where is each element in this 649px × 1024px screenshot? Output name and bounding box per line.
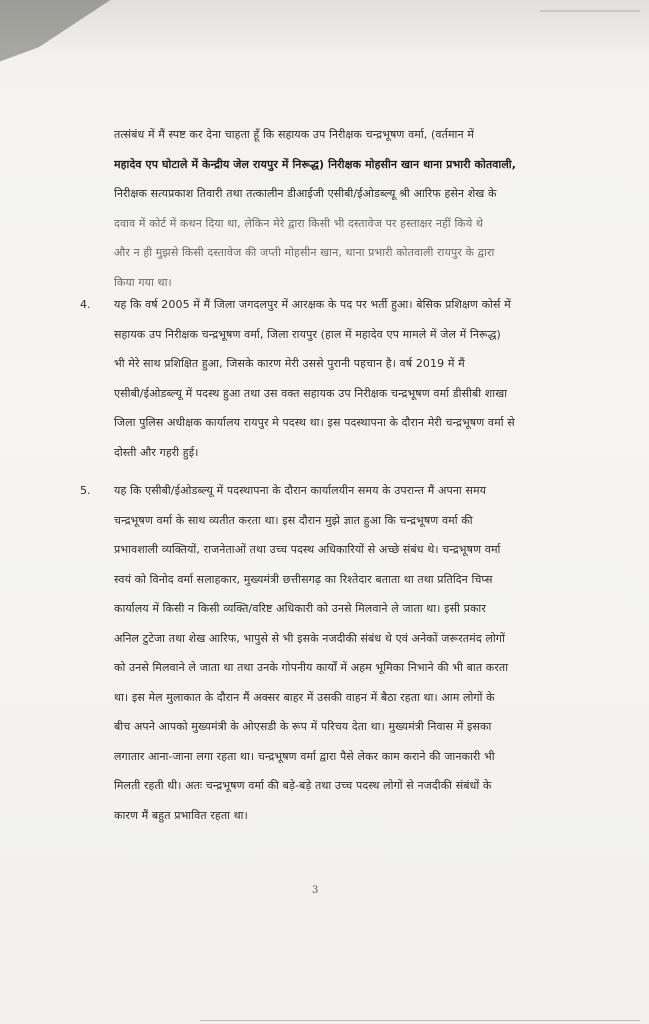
- paragraph-line: दवाव में कोर्ट में कथन दिया था, लेकिन मेरे द्वारा किसी भी दस्तावेज पर हस्ताक्षर नहीं किये थे: [114, 216, 484, 230]
- paragraph-line: था। इस मेल मुलाकात के दौरान मैं अक्सर बाहर में उसकी वाहन में बैठा रहता था। आम लोगों के: [114, 690, 495, 704]
- paragraph-line: निरीक्षक सत्यप्रकाश तिवारी तथा तत्कालीन डीआईजी एसीबी/ईओडब्ल्यू श्री आरिफ हसेन शेख के: [114, 187, 497, 200]
- top-edge-mark: [540, 10, 640, 12]
- paragraph-line: लगातार आना-जाना लगा रहता था। चन्द्रभूषण वर्मा द्वारा पैसे लेकर काम कराने की जानकारी भी: [114, 749, 495, 763]
- paragraph-line: स्वयं को विनोद वर्मा सलाहकार, मुख्यमंत्री छत्तीसगढ़ का रिश्तेदार बताता था तथा प्रतिदिन चिप्स: [114, 572, 493, 586]
- paragraph-line: को उनसे मिलवाने ले जाता था तथा उनके गोपनीय कार्यों में अहम भूमिका निभाने की भी बात करता: [114, 661, 509, 674]
- paragraph-line: कार्यालय में किसी न किसी व्यक्ति/वरिष्ट अधिकारी को उनसे मिलवाने ले जाता था। इसी प्रकार: [114, 602, 486, 615]
- page-number: 3: [312, 885, 319, 896]
- paragraph-line: यह कि वर्ष 2005 में मैं जिला जगदलपुर में आरक्षक के पद पर भर्ती हुआ। बेसिक प्रशिक्षण कोर्स में: [114, 298, 511, 311]
- paragraph-line: चन्द्रभूषण वर्मा के साथ व्यतीत करता था। इस दौरान मुझे ज्ञात हुआ कि चन्द्रभूषण वर्मा की: [114, 513, 473, 527]
- paragraph-4: [80, 290, 589, 467]
- paragraph-line: और न ही मुझसे किसी दस्तावेज की जप्ती मोहसीन खान, थाना प्रभारी कोतवाली रायपुर के द्वारा: [114, 246, 495, 259]
- paragraph-line: भी मेरे साथ प्रशिक्षित हुआ, जिसके कारण मेरी उससे पुरानी पहचान है। वर्ष 2019 में मैं: [114, 357, 465, 370]
- bottom-edge-line: [200, 1020, 640, 1021]
- paragraph-line: एसीबी/ईओडब्ल्यू में पदस्थ हुआ तथा उस वक्त सहायक उप निरीक्षक चन्द्रभूषण वर्मा डीसीबी शाखा: [114, 386, 508, 400]
- paragraph-line: बीच अपने आपको मुख्यमंत्री के ओएसडी के रूप में परिचय देता था। मुख्यमंत्री निवास में इसका: [114, 720, 492, 733]
- paragraph-line: अनिल टुटेजा तथा शेख आरिफ, भापुसे से भी इसके नजदीकी संबंध थे एवं अनेकों जरूरतमंद लोगों: [114, 631, 505, 645]
- paragraph-line: यह कि एसीबी/ईओडब्ल्यू में पदस्थापना के दौरान कार्यालयीन समय के उपरान्त मैं अपना समय: [114, 484, 487, 497]
- paragraph-number: 5.: [80, 484, 91, 497]
- paragraph-line: किया गया था।: [114, 275, 172, 289]
- paragraph-line: जिला पुलिस अधीक्षक कार्यालय रायपुर मे पदस्थ था। इस पदस्थापना के दौरान मेरी चन्द्रभूषण वर्मा से: [114, 416, 515, 429]
- paragraph-line: मिलती रहती थी। अतः चन्द्रभूषण वर्मा की बड़े-बड़े तथा उच्च पदस्थ लोगों से नजदीकी संबंधों के: [114, 779, 492, 792]
- paragraph-line: तत्संबंध में मैं स्पष्ट कर देना चाहता हूँ कि सहायक उप निरीक्षक चन्द्रभूषण वर्मा, (वर्तमान में: [114, 128, 474, 141]
- paragraph-5: [80, 476, 589, 830]
- paragraph-number: 4.: [80, 298, 91, 311]
- paragraph-line: दोस्ती और गहरी हुई।: [114, 445, 199, 459]
- paragraph-line: कारण मैं बहुत प्रभावित रहता था।: [114, 808, 248, 822]
- paragraph-line: महादेव एप घोटाले में केन्द्रीय जेल रायपुर में निरूद्ध) निरीक्षक मोहसीन खान थाना प्रभारी कोतवाली,: [114, 157, 517, 171]
- paragraph-line: सहायक उप निरीक्षक चन्द्रभूषण वर्मा, जिला रायपुर (हाल में महादेव एप मामले में जेल में निरूद्ध): [114, 327, 501, 341]
- paragraph-line: प्रभावशाली व्यक्तियों, राजनेताओं तथा उच्च पदस्थ अधिकारियों से अच्छे संबंध थे। चन्द्रभूषण वर्मा: [114, 543, 501, 556]
- paragraph-continued: [114, 120, 589, 297]
